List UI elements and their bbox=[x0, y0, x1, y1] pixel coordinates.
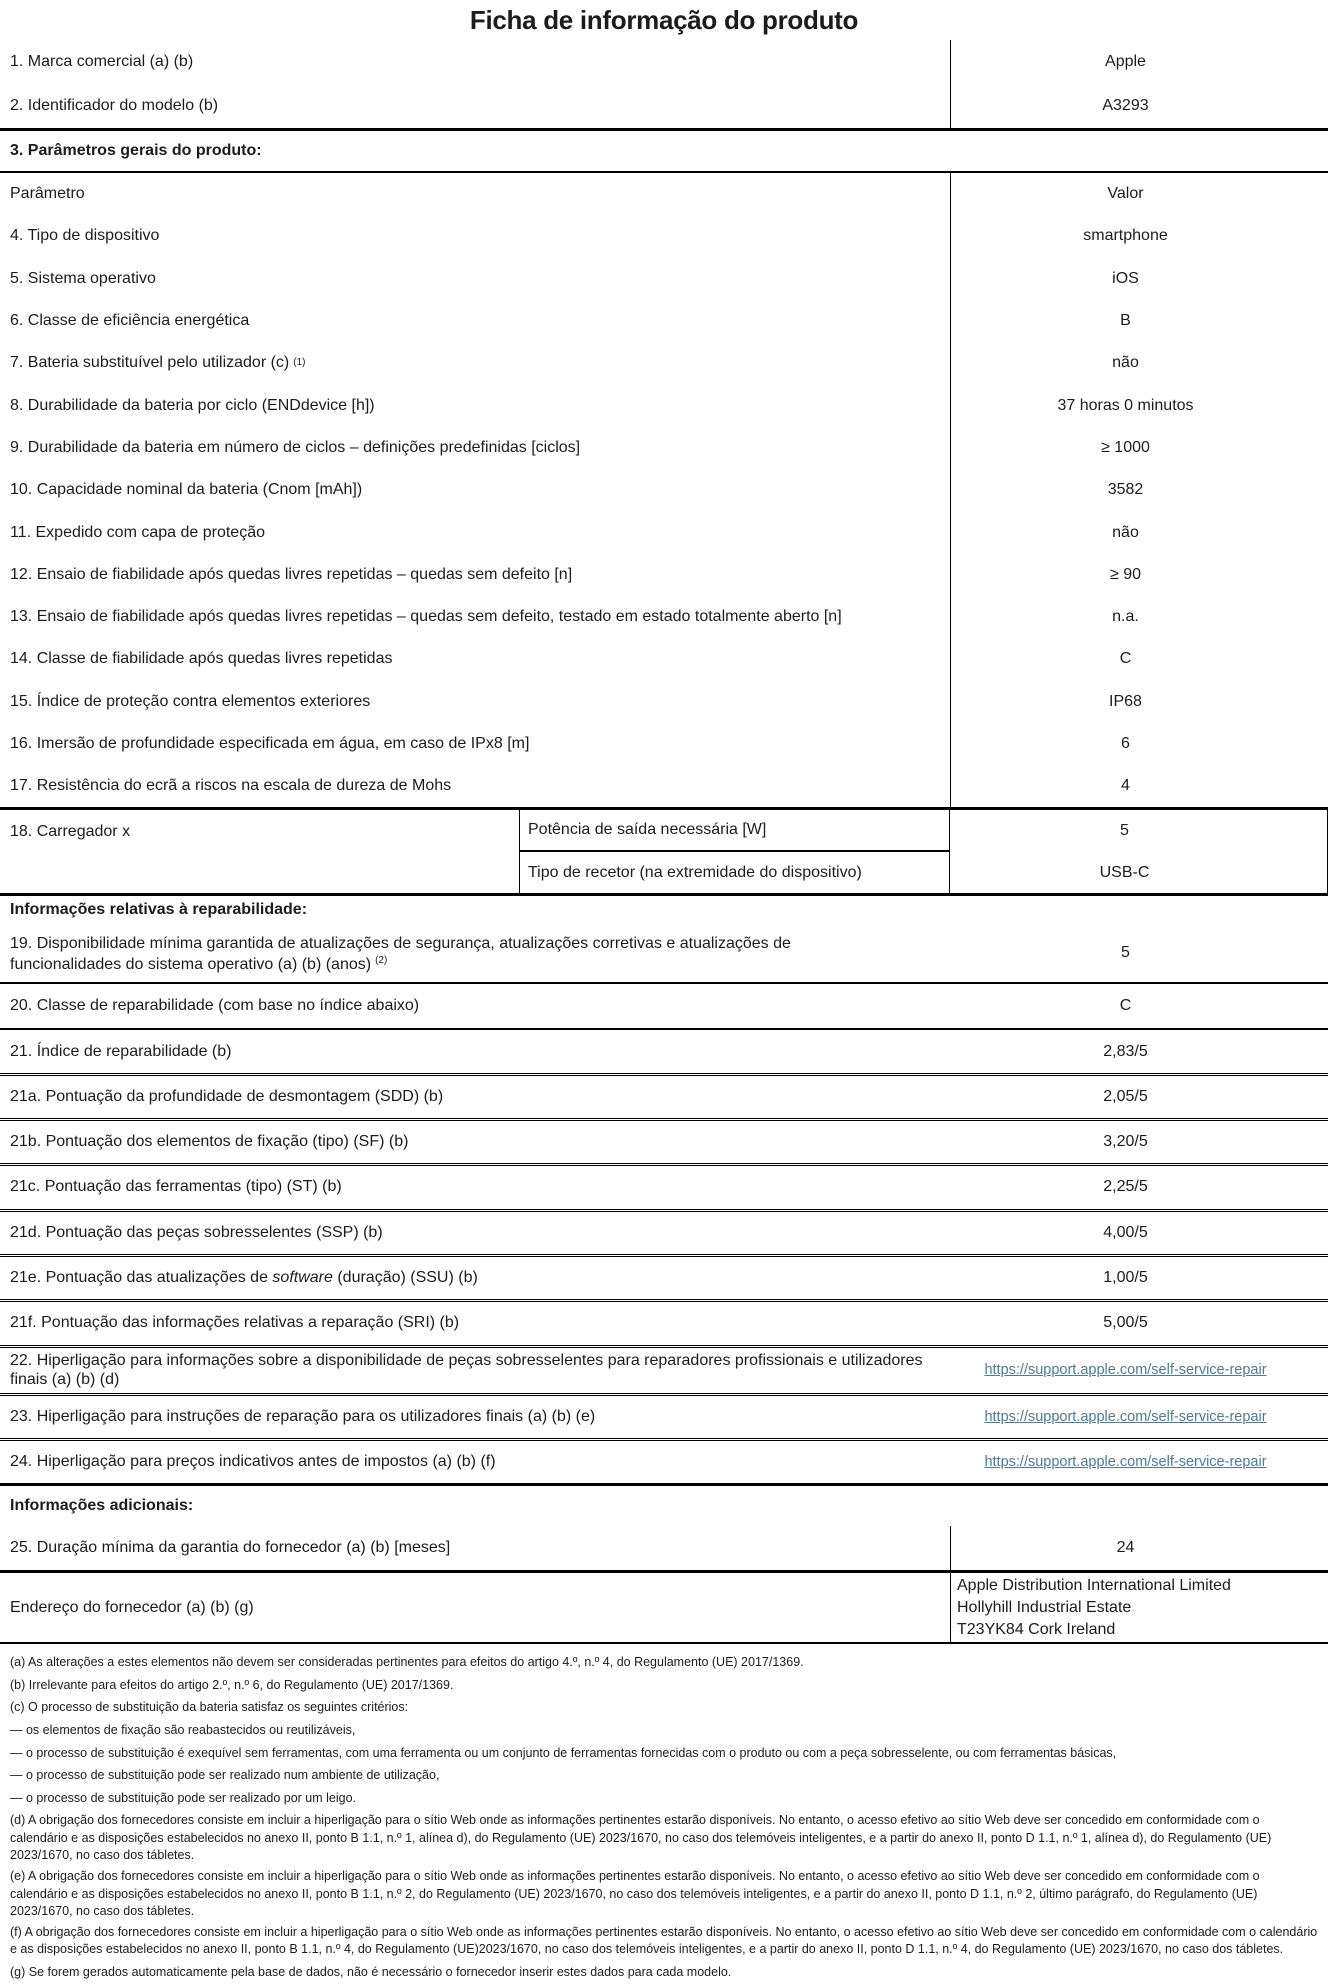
row-label bbox=[0, 638, 951, 680]
supplier-address-line: T23YK84 Cork Ireland bbox=[957, 1620, 1116, 1638]
table-header-row bbox=[0, 173, 1328, 215]
charger-row bbox=[0, 810, 1328, 896]
row-label-text: 18. Carregador x bbox=[10, 823, 131, 841]
footnote: (g) Se forem gerados automaticamente pela base de dados, não é necessário o fornecedor inserir estes dados para cada modelo. bbox=[10, 1965, 732, 1980]
row-label-text: 21d. Pontuação das peças sobresselentes (SSP) (b) bbox=[10, 1223, 383, 1241]
footnote-superscript: (2) bbox=[375, 955, 388, 967]
row-label-text: 2. Identificador do modelo (b) bbox=[10, 97, 219, 114]
row-label-text: 25. Duração mínima da garantia do fornecedor (a) (b) [meses] bbox=[10, 1539, 451, 1557]
row-label bbox=[0, 427, 951, 469]
row-value-text: C bbox=[1119, 650, 1132, 668]
row-value bbox=[951, 511, 1328, 553]
row-value-text: ≥ 90 bbox=[1109, 565, 1142, 583]
row-label bbox=[0, 258, 951, 300]
row-label bbox=[0, 1257, 951, 1299]
row-value-text: iOS bbox=[1112, 269, 1139, 287]
row-value bbox=[951, 1257, 1328, 1299]
row-value-text: ≥ 1000 bbox=[1101, 438, 1150, 456]
table-row bbox=[0, 215, 1328, 257]
row-value bbox=[951, 1076, 1328, 1118]
row-value-text: 24 bbox=[1116, 1539, 1135, 1557]
row-value bbox=[951, 258, 1328, 300]
row-label-text: 16. Imersão de profundidade especificada em água, em caso de IPx8 [m] bbox=[10, 735, 530, 752]
row-value bbox=[951, 1441, 1328, 1483]
row-value-text: 3,20/5 bbox=[1103, 1133, 1148, 1151]
row-value-text: 5,00/5 bbox=[1103, 1314, 1148, 1332]
row-value-text: n.a. bbox=[1112, 608, 1139, 626]
row-label bbox=[0, 984, 951, 1028]
row-value bbox=[951, 984, 1328, 1028]
column-header-param bbox=[0, 173, 951, 215]
row-value-text: 2,83/5 bbox=[1103, 1042, 1148, 1060]
table-row bbox=[0, 1441, 1328, 1486]
footnote: (b) Irrelevante para efeitos do artigo 2.º, n.º 6, do Regulamento (UE) 2017/1369. bbox=[10, 1677, 454, 1692]
row-label-text: Tipo de recetor (na extremidade do dispositivo) bbox=[528, 863, 862, 881]
row-label-text: 10. Capacidade nominal da bateria (Cnom [mAh]) bbox=[10, 481, 363, 499]
row-value bbox=[951, 469, 1328, 511]
row-label-text: 22. Hiperligação para informações sobre a disponibilidade de peças sobresselentes para reparadores profissionais e utilizadores finais (a) (b) (d) bbox=[10, 1352, 923, 1389]
table-row bbox=[0, 1526, 1328, 1573]
row-label-text bbox=[10, 1269, 478, 1287]
row-value-text: 37 horas 0 minutos bbox=[1057, 396, 1194, 414]
table-row bbox=[0, 681, 1328, 723]
row-value bbox=[951, 924, 1328, 982]
row-value-text: 1,00/5 bbox=[1103, 1269, 1148, 1287]
row-value bbox=[951, 723, 1328, 765]
row-value bbox=[951, 1121, 1328, 1163]
table-row bbox=[0, 596, 1328, 638]
footnote: (d) A obrigação dos fornecedores consiste em incluir a hiperligação para o sítio Web onde as informações pertinentes estarão disponíveis. No entanto, o acesso efetivo ao sítio Web deve ser concedido em conformidade com o calendário e as disposições estabelecidos no anexo II, ponto B 1.1, n.º 1, alínea d), do Regulamento (UE) 2023/1670, no caso dos telemóveis inteligentes, e a partir do anexo II, ponto D 1.1, n.º 1, alínea d), do Regulamento (UE) 2023/1670, no caso dos tábletes. bbox=[10, 1813, 1272, 1863]
supplier-address-line: Hollyhill Industrial Estate bbox=[957, 1598, 1132, 1616]
row-label bbox=[0, 1076, 951, 1118]
charger-subrow bbox=[520, 852, 1328, 894]
subrow-value bbox=[950, 810, 1328, 852]
row-label bbox=[0, 511, 951, 553]
footnote: (a) As alterações a estes elementos não devem ser consideradas pertinentes para efeitos do artigo 4.º, n.º 4, do Regulamento (UE) 2017/1369. bbox=[10, 1655, 804, 1670]
row-value-text: IP68 bbox=[1109, 692, 1142, 710]
column-header-text: Valor bbox=[1107, 185, 1144, 203]
table-row bbox=[0, 384, 1328, 426]
row-value bbox=[951, 427, 1328, 469]
row-label-text: 13. Ensaio de fiabilidade após quedas livres repetidas – quedas sem defeito, testado em estado totalmente aberto [n] bbox=[10, 608, 842, 626]
row-label bbox=[0, 40, 951, 84]
table-row bbox=[0, 1121, 1328, 1166]
label-post: (duração) (SSU) (b) bbox=[332, 1269, 478, 1287]
row-value-text: 4 bbox=[1121, 777, 1130, 795]
row-label-text: 7. Bateria substituível pelo utilizador (c) bbox=[10, 354, 290, 372]
table-row bbox=[0, 84, 1328, 128]
row-value bbox=[951, 765, 1328, 807]
subrow-value bbox=[950, 852, 1328, 894]
footnote: — o processo de substituição pode ser realizado por um leigo. bbox=[10, 1790, 357, 1805]
row-label bbox=[0, 469, 951, 511]
footnotes bbox=[0, 1644, 1328, 1984]
row-label-text: Potência de saída necessária [W] bbox=[528, 821, 767, 839]
row-label bbox=[0, 384, 951, 426]
row-label bbox=[0, 1302, 951, 1344]
table-row bbox=[0, 638, 1328, 680]
row-label-text: 12. Ensaio de fiabilidade após quedas livres repetidas – quedas sem defeito [n] bbox=[10, 565, 573, 583]
subrow-label bbox=[520, 810, 950, 852]
brand-model-block bbox=[0, 40, 1328, 131]
page-title: Ficha de informação do produto bbox=[469, 4, 859, 35]
row-label bbox=[0, 765, 951, 807]
row-label-text: 21a. Pontuação da profundidade de desmontagem (SDD) (b) bbox=[10, 1087, 444, 1105]
table-row bbox=[0, 554, 1328, 596]
row-value bbox=[951, 1526, 1328, 1570]
table-row bbox=[0, 1396, 1328, 1441]
row-value bbox=[951, 40, 1328, 84]
footnote: — o processo de substituição é exequível sem ferramentas, com uma ferramenta ou um conjunto de ferramentas fornecidas com o produto ou com a peça sobresselente, ou com ferramentas básicas, bbox=[10, 1745, 1117, 1760]
table-row bbox=[0, 1212, 1328, 1257]
section-heading-repairability: Informações relativas à reparabilidade: bbox=[10, 901, 308, 919]
row-value-text: não bbox=[1112, 354, 1139, 372]
table-row bbox=[0, 1030, 1328, 1075]
row-label-text: 15. Índice de proteção contra elementos exteriores bbox=[10, 692, 371, 710]
row-label bbox=[0, 1348, 951, 1393]
row-value bbox=[951, 681, 1328, 723]
supplier-address-line: Apple Distribution International Limited bbox=[957, 1576, 1231, 1594]
label-italic: software bbox=[272, 1269, 333, 1287]
row-label-text: 8. Durabilidade da bateria por ciclo (ENDdevice [h]) bbox=[10, 396, 375, 414]
row-label-text: 17. Resistência do ecrã a riscos na escala de dureza de Mohs bbox=[10, 777, 452, 795]
row-label-text: 14. Classe de fiabilidade após quedas livres repetidas bbox=[10, 650, 393, 668]
row-label-text: 20. Classe de reparabilidade (com base no índice abaixo) bbox=[10, 997, 420, 1015]
row-label-text: 1. Marca comercial (a) (b) bbox=[10, 53, 194, 70]
row-value bbox=[951, 342, 1328, 384]
row-value bbox=[951, 84, 1328, 128]
row-label bbox=[0, 924, 951, 982]
row-label-text: 5. Sistema operativo bbox=[10, 269, 156, 287]
row-value-text: 4,00/5 bbox=[1103, 1223, 1148, 1241]
row-value-text: A3293 bbox=[1102, 97, 1149, 114]
section-heading-general: 3. Parâmetros gerais do produto: bbox=[0, 131, 1328, 173]
charger-subtable bbox=[520, 810, 1328, 893]
row-value-text: 2,05/5 bbox=[1103, 1087, 1148, 1105]
row-label-text: 21b. Pontuação dos elementos de fixação (tipo) (SF) (b) bbox=[10, 1133, 409, 1151]
table-row bbox=[0, 40, 1328, 84]
row-value bbox=[951, 1302, 1328, 1344]
footnote: — os elementos de fixação são reabastecidos ou reutilizáveis, bbox=[10, 1722, 356, 1737]
row-label bbox=[0, 1526, 951, 1570]
row-label bbox=[0, 1121, 951, 1163]
row-label: 7. Bateria substituível pelo utilizador (c) (1) bbox=[0, 342, 951, 384]
column-header-value bbox=[951, 173, 1328, 215]
row-label bbox=[0, 596, 951, 638]
row-label bbox=[0, 1441, 951, 1483]
footnote: (c) O processo de substituição da bateria satisfaz os seguintes critérios: bbox=[10, 1700, 409, 1715]
row-label bbox=[0, 1166, 951, 1208]
row-label bbox=[0, 554, 951, 596]
section-heading-additional: Informações adicionais: bbox=[10, 1497, 194, 1515]
table-row-21e bbox=[0, 1257, 1328, 1302]
row-label bbox=[0, 215, 951, 257]
charger-label bbox=[0, 810, 520, 893]
row-value-text: B bbox=[1120, 312, 1131, 330]
row-label-text: 11. Expedido com capa de proteção bbox=[10, 523, 265, 541]
row-label-text: Endereço do fornecedor (a) (b) (g) bbox=[10, 1598, 254, 1616]
row-value bbox=[951, 1348, 1328, 1393]
row-label bbox=[0, 300, 951, 342]
row-label-text: 21c. Pontuação das ferramentas (tipo) (ST) (b) bbox=[10, 1178, 342, 1196]
row-label-line1: 19. Disponibilidade mínima garantida de atualizações de segurança, atualizações corretivas e atualizações de bbox=[10, 935, 791, 953]
row-value bbox=[951, 215, 1328, 257]
row-value bbox=[951, 1166, 1328, 1208]
label-pre: 21e. Pontuação das atualizações de bbox=[10, 1269, 273, 1287]
table-row bbox=[0, 469, 1328, 511]
table-row bbox=[0, 765, 1328, 807]
table-row bbox=[0, 1302, 1328, 1347]
row-value-text: não bbox=[1112, 523, 1139, 541]
row-label-text: 9. Durabilidade da bateria em número de ciclos – definições predefinidas [ciclos] bbox=[10, 438, 581, 456]
table-row bbox=[0, 924, 1328, 984]
row-value bbox=[951, 1030, 1328, 1072]
row-value bbox=[951, 596, 1328, 638]
table-row bbox=[0, 342, 1328, 384]
footnote: (f) A obrigação dos fornecedores consiste em incluir a hiperligação para o sítio Web onde as informações pertinentes estarão disponíveis. No entanto, o acesso efetivo ao sítio Web deve ser concedido em conformidade com o calendário e as disposições estabelecidos no anexo II, ponto B 1.1, n.º 4, do Regulamento (UE)2023/1670, no caso dos telemóveis inteligentes, e a partir do anexo II, ponto D 1.1, n.º 4, do Regulamento (UE) 2023/1670, no caso dos tábletes. bbox=[10, 1924, 1318, 1957]
row-value bbox=[951, 1212, 1328, 1254]
row-label-text: 21. Índice de reparabilidade (b) bbox=[10, 1042, 232, 1060]
supplier-address-row bbox=[0, 1573, 1328, 1644]
supplier-address bbox=[951, 1573, 1328, 1642]
row-value-text: USB-C bbox=[1099, 863, 1150, 881]
row-label-text: 4. Tipo de dispositivo bbox=[10, 227, 160, 245]
row-label-text: 24. Hiperligação para preços indicativos antes de impostos (a) (b) (f) bbox=[10, 1452, 496, 1470]
row-value bbox=[951, 384, 1328, 426]
general-parameters-table bbox=[0, 173, 1328, 810]
row-label bbox=[0, 723, 951, 765]
row-value-text: Apple bbox=[1105, 53, 1146, 70]
table-row bbox=[0, 511, 1328, 553]
row-value-text: 6 bbox=[1121, 735, 1130, 752]
table-row bbox=[0, 258, 1328, 300]
table-row bbox=[0, 984, 1328, 1030]
self-service-repair-link[interactable]: https://support.apple.com/self-service-repair bbox=[984, 1453, 1267, 1470]
row-label-text: 23. Hiperligação para instruções de reparação para os utilizadores finais (a) (b) (e) bbox=[10, 1407, 596, 1425]
subrow-label bbox=[520, 852, 950, 894]
row-value-text: 3582 bbox=[1107, 481, 1144, 499]
row-label-text: 21f. Pontuação das informações relativas a reparação (SRI) (b) bbox=[10, 1314, 460, 1332]
footnote: (e) A obrigação dos fornecedores consiste em incluir a hiperligação para o sítio Web onde as informações pertinentes estarão disponíveis. No entanto, o acesso efetivo ao sítio Web deve ser concedido em conformidade com o calendário e as disposições estabelecidos no anexo II, ponto B 1.1, n.º 2, do Regulamento (UE) 2023/1670, no caso dos telemóveis inteligentes, e a partir do anexo II, ponto D 1.1, n.º 2, último parágrafo, do Regulamento (UE) 2023/1670, no caso dos tábletes. bbox=[10, 1869, 1260, 1919]
row-value-text: smartphone bbox=[1083, 227, 1168, 245]
row-label-line2: funcionalidades do sistema operativo (a) (b) (anos) bbox=[10, 956, 372, 974]
charger-subrow bbox=[520, 810, 1328, 852]
footnote: — o processo de substituição pode ser realizado num ambiente de utilização, bbox=[10, 1768, 440, 1783]
row-value-text: C bbox=[1119, 997, 1132, 1015]
row-label bbox=[0, 84, 951, 128]
row-label-text: 6. Classe de eficiência energética bbox=[10, 312, 250, 330]
column-header-text: Parâmetro bbox=[10, 185, 85, 203]
table-row bbox=[0, 1076, 1328, 1121]
row-label bbox=[0, 681, 951, 723]
table-row bbox=[0, 1166, 1328, 1211]
row-value-text: 5 bbox=[1120, 822, 1129, 840]
row-value-text: 2,25/5 bbox=[1103, 1178, 1148, 1196]
table-row bbox=[0, 300, 1328, 342]
table-row bbox=[0, 723, 1328, 765]
table-row bbox=[0, 427, 1328, 469]
self-service-repair-link[interactable]: https://support.apple.com/self-service-repair bbox=[984, 1362, 1267, 1379]
row-label bbox=[0, 1573, 951, 1642]
row-value bbox=[951, 1396, 1328, 1438]
row-label bbox=[0, 1212, 951, 1254]
self-service-repair-link[interactable]: https://support.apple.com/self-service-repair bbox=[984, 1408, 1267, 1425]
row-label bbox=[0, 1396, 951, 1438]
row-value-text: 5 bbox=[1121, 944, 1130, 962]
table-row bbox=[0, 1348, 1328, 1396]
row-value bbox=[951, 638, 1328, 680]
row-value bbox=[951, 300, 1328, 342]
row-value bbox=[951, 554, 1328, 596]
row-label bbox=[0, 1030, 951, 1072]
